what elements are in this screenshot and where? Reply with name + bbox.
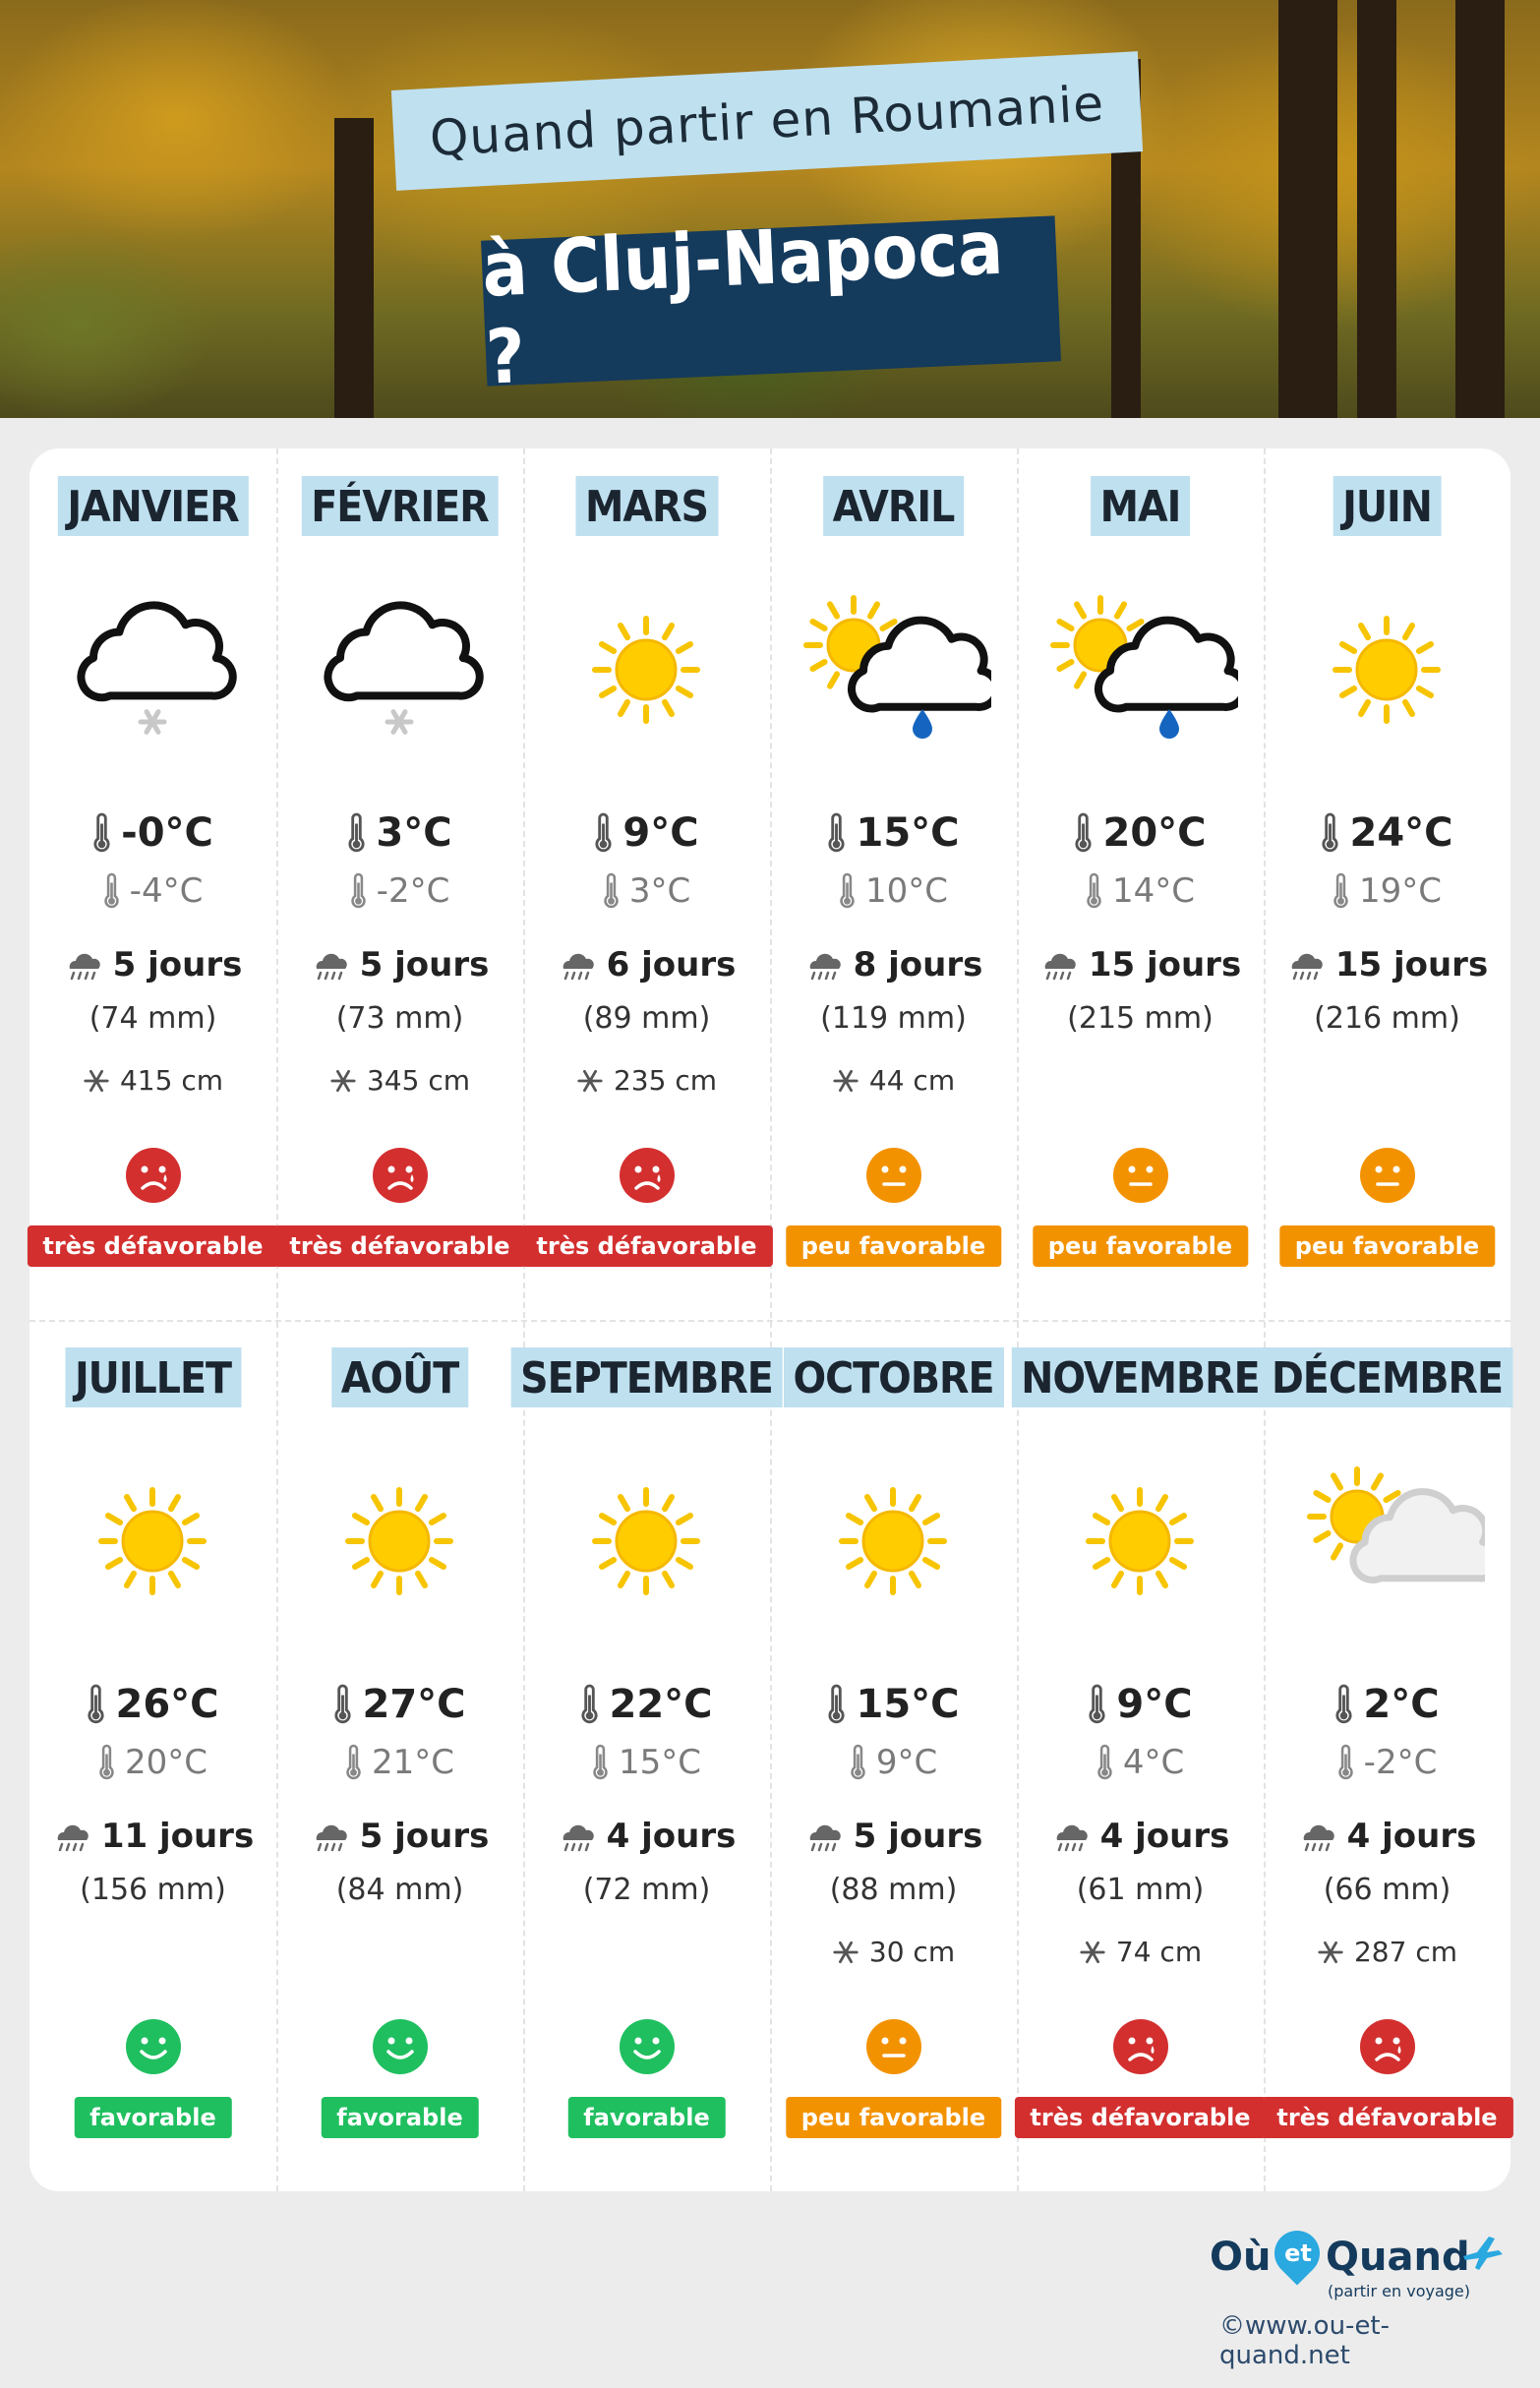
thermometer-icon [87,1684,105,1725]
rain-days [276,945,523,985]
thermometer-icon [1086,872,1102,910]
thermometer-icon [850,1744,866,1781]
rain-days-value: 8 jours [853,945,983,985]
temp-max-value: 15°C [856,1682,960,1727]
sad-face-icon [619,1147,676,1204]
thermometer-icon [827,1684,846,1725]
snowflake-icon [83,1067,110,1095]
temp-min-value: 21°C [371,1743,454,1782]
rain-amount: (119 mm) [820,1001,967,1036]
temp-min-value: 10°C [864,871,948,911]
rating-badge: peu favorable [786,2097,1001,2138]
brand-right: Quand [1326,2235,1470,2280]
rating-badge: favorable [321,2097,478,2138]
sun-icon [795,1463,991,1620]
neutral-face-icon [865,1147,922,1204]
month-card [523,448,770,1320]
rain-days-value: 5 jours [359,945,490,985]
month-name: JUILLET [65,1347,241,1407]
happy-face-icon [619,2018,676,2075]
temp-min [30,871,276,911]
month-card [770,1320,1017,2191]
climate-calendar [30,448,1510,2191]
temp-min-value: -2°C [1363,1743,1438,1782]
month-name: NOVEMBRE [1011,1347,1269,1407]
neutral-face-icon [865,2018,922,2075]
thermometer-icon [350,872,367,910]
rain-cloud-icon [311,949,350,981]
brand-tagline: (partir en voyage) [1328,2282,1471,2300]
month-name: MAI [1091,476,1191,536]
thermometer-icon [603,872,620,910]
sun-icon [301,1463,498,1620]
rain-amount: (72 mm) [582,1873,711,1907]
temp-max-value: 24°C [1349,810,1453,856]
temp-max [1264,1682,1510,1727]
rain-days-value: 15 jours [1088,945,1242,985]
thermometer-icon [347,812,366,854]
temp-max [523,810,770,856]
snowflake-icon [832,1939,859,1966]
rain-cloud-icon [804,949,844,981]
snow-depth [1017,1936,1264,1968]
temp-min-value: 3°C [628,871,691,911]
snow-depth [276,1064,523,1097]
thermometer-icon [345,1744,362,1781]
temp-max-value: 9°C [622,810,699,856]
rain-amount: (216 mm) [1314,1001,1460,1036]
temp-min [523,1743,770,1782]
month-card [1017,1320,1264,2191]
rain-days [770,945,1017,985]
temp-min [1017,1743,1264,1782]
temp-max-value: 26°C [115,1682,219,1727]
month-name: SEPTEMBRE [510,1347,783,1407]
rating-badge: peu favorable [1033,1225,1248,1267]
rain-days-value: 5 jours [112,945,243,985]
rain-days-value: 5 jours [359,1817,490,1856]
month-card [30,448,276,1320]
temp-max [276,1682,523,1727]
tree-trunk [1278,0,1337,418]
rain-amount: (66 mm) [1323,1873,1451,1907]
temp-min [770,871,1017,911]
rain-days [30,1817,276,1856]
copyright: ©www.ou-et-quand.net [1219,2311,1391,2370]
thermometer-icon [827,812,846,854]
temp-max [1264,810,1510,856]
rating-badge: très défavorable [520,1225,772,1267]
thermometer-icon [1088,1684,1106,1725]
rating-badge: très défavorable [273,1225,525,1267]
rain-amount: (74 mm) [89,1001,217,1036]
cloud-snow-icon [54,591,251,748]
snow-depth-value: 44 cm [868,1064,956,1097]
sun-icon [1041,1463,1238,1620]
rain-days-value: 15 jours [1334,945,1489,985]
rain-days-value: 6 jours [606,945,737,985]
month-name: AOÛT [331,1347,468,1407]
month-card [770,448,1017,1320]
month-name: AVRIL [823,476,965,536]
temp-min [30,1743,276,1782]
temp-max-value: 3°C [376,810,452,856]
temp-min [523,871,770,911]
rain-days [1264,1817,1510,1856]
cloud-snow-icon [301,591,498,748]
month-card [276,1320,523,2191]
snowflake-icon [1079,1939,1106,1966]
snowflake-icon [832,1067,859,1095]
month-name: DÉCEMBRE [1262,1347,1512,1407]
temp-max [30,1682,276,1727]
rain-cloud-icon [1286,949,1326,981]
thermometer-icon [98,1744,115,1781]
temp-max [276,810,523,856]
snowflake-icon [576,1067,604,1095]
thermometer-icon [1096,1744,1113,1781]
neutral-face-icon [1112,1147,1169,1204]
rain-cloud-icon [558,1821,597,1852]
neutral-face-icon [1359,1147,1416,1204]
snow-depth [770,1064,1017,1097]
thermometer-icon [580,1684,599,1725]
temp-min [1264,871,1510,911]
rain-days-value: 4 jours [1346,1817,1477,1856]
rain-cloud-icon [804,1821,844,1852]
brand-et: et [1284,2239,1312,2267]
rain-cloud-icon [558,949,597,981]
rain-amount: (84 mm) [335,1873,464,1907]
rating-badge: peu favorable [786,1225,1001,1267]
thermometer-icon [1337,1744,1354,1781]
rating-badge: très défavorable [1014,2097,1266,2138]
temp-min-value: 14°C [1111,871,1195,911]
rating-badge: très défavorable [27,1225,278,1267]
sun-icon [548,1463,744,1620]
temp-min-value: 19°C [1358,871,1442,911]
sad-face-icon [1112,2018,1169,2075]
temp-max [770,810,1017,856]
thermometer-icon [1074,812,1093,854]
month-card [30,1320,276,2191]
month-card [1017,448,1264,1320]
rain-cloud-icon [1298,1821,1337,1852]
brand-left: Où [1210,2235,1272,2280]
thermometer-icon [1321,812,1339,854]
temp-min-value: 15°C [618,1743,701,1782]
brand-logo [1210,2231,1505,2299]
temp-max-value: -0°C [121,810,213,856]
rain-days [1264,945,1510,985]
rain-days-value: 5 jours [853,1817,983,1856]
temp-min [276,1743,523,1782]
sun-icon [54,1463,251,1620]
temp-max-value: 22°C [609,1682,713,1727]
temp-min-value: 20°C [124,1743,207,1782]
thermometer-icon [333,1684,352,1725]
happy-face-icon [372,2018,429,2075]
sun-cloud-rain-icon [1041,591,1238,748]
snow-depth-value: 287 cm [1353,1936,1457,1968]
rain-amount: (215 mm) [1067,1001,1214,1036]
rating-badge: favorable [74,2097,231,2138]
rain-cloud-icon [1039,949,1079,981]
temp-min-value: -4°C [129,871,204,911]
rain-days-value: 11 jours [100,1817,255,1856]
snow-depth-value: 74 cm [1115,1936,1203,1968]
temp-max [770,1682,1017,1727]
rain-days [523,1817,770,1856]
thermometer-icon [594,812,613,854]
temp-max [1017,1682,1264,1727]
rating-badge: favorable [567,2097,725,2138]
temp-min [770,1743,1017,1782]
temp-max-value: 27°C [362,1682,466,1727]
rain-days-value: 4 jours [606,1817,737,1856]
temp-max [1017,810,1264,856]
rain-cloud-icon [52,1821,91,1852]
temp-min [276,871,523,911]
tree-trunk [1455,0,1505,418]
happy-face-icon [125,2018,182,2075]
temp-min-value: 9°C [875,1743,938,1782]
month-name: OCTOBRE [783,1347,1003,1407]
thermometer-icon [103,872,120,910]
rain-cloud-icon [64,949,103,981]
header-photo [0,0,1540,418]
page-title-line1: Quand partir en Roumanie [391,51,1143,191]
rating-badge: peu favorable [1279,1225,1495,1267]
thermometer-icon [1333,872,1349,910]
rain-days-value: 4 jours [1099,1817,1230,1856]
snow-depth [1264,1936,1510,1968]
rating-badge: très défavorable [1261,2097,1512,2138]
snow-depth-value: 235 cm [613,1064,717,1097]
thermometer-icon [592,1744,609,1781]
airplane-icon [1459,2231,1505,2276]
temp-min-value: 4°C [1122,1743,1185,1782]
snowflake-icon [1317,1939,1344,1966]
snow-depth-value: 30 cm [868,1936,956,1968]
month-name: FÉVRIER [301,476,498,536]
thermometer-icon [92,812,111,854]
temp-max-value: 15°C [856,810,960,856]
sad-face-icon [372,1147,429,1204]
temp-max-value: 9°C [1116,1682,1193,1727]
month-card [276,448,523,1320]
rain-days [770,1817,1017,1856]
month-name: JUIN [1333,476,1442,536]
rain-amount: (89 mm) [582,1001,711,1036]
sad-face-icon [125,1147,182,1204]
sun-icon [548,591,744,748]
thermometer-icon [1334,1684,1353,1725]
sun-cloud-icon [1288,1463,1485,1620]
tree-trunk [1357,0,1396,418]
page-title-line2: à Cluj-Napoca ? [481,215,1061,386]
rain-cloud-icon [1051,1821,1091,1852]
tree-trunk [334,118,374,418]
temp-max [523,1682,770,1727]
rain-amount: (88 mm) [829,1873,958,1907]
temp-max-value: 2°C [1363,1682,1440,1727]
month-card [520,1320,773,2191]
rain-amount: (61 mm) [1076,1873,1205,1907]
rain-days [523,945,770,985]
snow-depth [523,1064,770,1097]
month-card [1264,448,1510,1320]
temp-max [30,810,276,856]
rain-cloud-icon [311,1821,350,1852]
snow-depth [770,1936,1017,1968]
rain-days [1017,945,1264,985]
temp-min [1017,871,1264,911]
rain-amount: (156 mm) [80,1873,226,1907]
rain-amount: (73 mm) [335,1001,464,1036]
sun-icon [1288,591,1485,748]
month-name: JANVIER [57,476,248,536]
sad-face-icon [1359,2018,1416,2075]
rain-days [30,945,276,985]
snow-depth-value: 345 cm [366,1064,470,1097]
temp-max-value: 20°C [1102,810,1207,856]
rain-days [276,1817,523,1856]
snow-depth [30,1064,276,1097]
month-card [1264,1320,1510,2191]
temp-min-value: -2°C [376,871,450,911]
temp-min [1264,1743,1510,1782]
rain-days [1017,1817,1264,1856]
sun-cloud-rain-icon [795,591,991,748]
snowflake-icon [329,1067,357,1095]
snow-depth-value: 415 cm [119,1064,223,1097]
thermometer-icon [839,872,856,910]
month-name: MARS [575,476,718,536]
